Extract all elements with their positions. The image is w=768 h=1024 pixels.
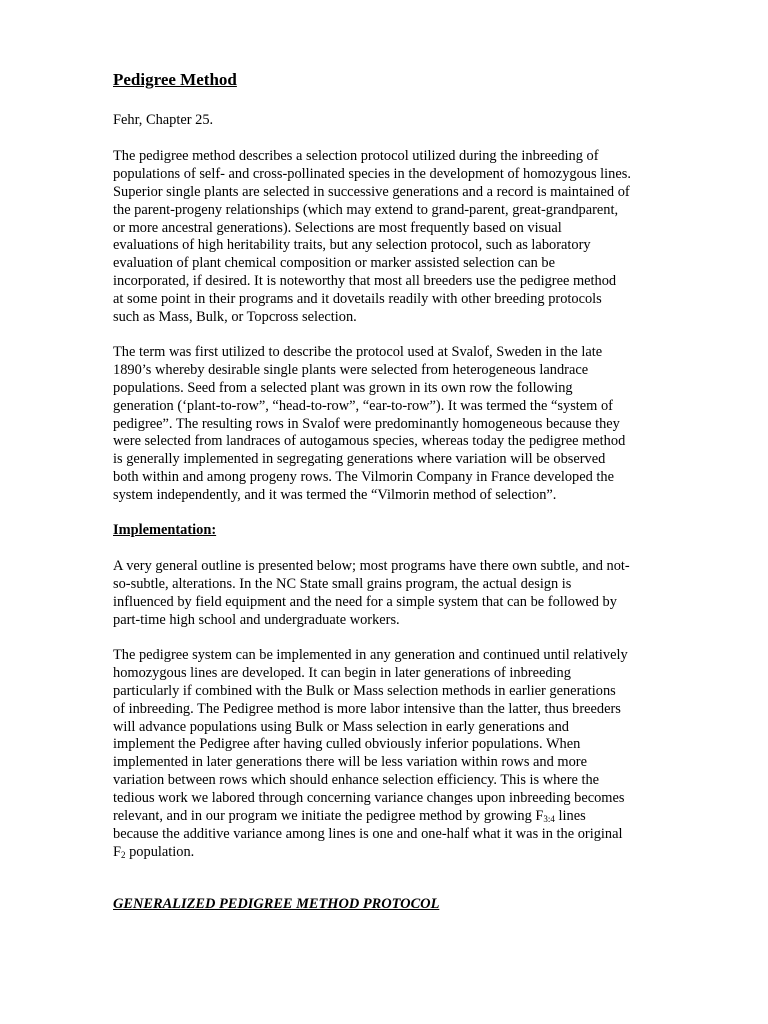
paragraph-line: 1890’s whereby desirable single plants were selected from heterogeneous landrace xyxy=(113,361,589,378)
paragraph-line: homozygous lines are developed. It can begin in later generations of inbreeding xyxy=(113,664,571,681)
paragraph-line-with-subscript xyxy=(113,844,658,862)
line-text: relevant, and in our program we initiate the pedigree method by growing F xyxy=(113,808,544,825)
paragraph-line: particularly if combined with the Bulk or Mass selection methods in earlier generations xyxy=(113,682,616,699)
paragraph-line: The pedigree system can be implemented in any generation and continued until relatively xyxy=(113,647,628,663)
paragraph-line: variation between rows which should enhance selection efficiency. This is where the xyxy=(113,772,600,789)
paragraph-line: of inbreeding. The Pedigree method is more labor intensive than the latter, thus breeders xyxy=(113,700,621,717)
paragraph-line: because the additive variance among lines is one and one-half what it was in the original xyxy=(113,825,623,842)
paragraph-line: both within and among progeny rows. The Vilmorin Company in France developed the xyxy=(113,469,614,486)
generation-subscript: 2 xyxy=(121,849,126,860)
line-text: F xyxy=(113,843,122,860)
paragraph-line-with-subscript xyxy=(113,808,658,826)
implementation-heading: Implementation: xyxy=(113,522,217,538)
paragraph-line: evaluation of plant chemical composition or marker assisted selection can be xyxy=(113,255,555,272)
implementation-section-heading xyxy=(113,522,658,540)
paragraph-line: or more ancestral generations). Selections are most frequently based on visual xyxy=(113,219,562,236)
paragraph-line: influenced by field equipment and the need for a simple system that can be followed by xyxy=(113,593,617,610)
line-text: population. xyxy=(125,843,195,860)
paragraph-line: were selected from landraces of autogamous species, whereas today the pedigree method xyxy=(113,433,626,450)
paragraph-line: evaluations of high heritability traits, but any selection protocol, such as laboratory xyxy=(113,237,591,254)
paragraph-line: part-time high school and undergraduate workers. xyxy=(113,611,400,628)
paragraph-line: populations of self- and cross-pollinated species in the development of homozygous lines. xyxy=(113,165,631,182)
paragraph-line: The term was first utilized to describe the protocol used at Svalof, Sweden in the late xyxy=(113,344,603,360)
paragraph-line: generation (‘plant-to-row”, “head-to-row”, “ear-to-row”). It was termed the “system of xyxy=(113,397,613,414)
paragraph-line: at some point in their programs and it dovetails readily with other breeding protocols xyxy=(113,291,602,308)
paragraph-line: will advance populations using Bulk or Mass selection in early generations and xyxy=(113,718,570,735)
generation-subscript: 3:4 xyxy=(543,814,555,825)
paragraph-line: implemented in later generations there will be less variation within rows and more xyxy=(113,754,587,771)
paragraph-history xyxy=(113,344,658,505)
protocol-section-heading xyxy=(113,896,658,914)
protocol-heading: GENERALIZED PEDIGREE METHOD PROTOCOL xyxy=(113,896,440,912)
paragraph-line: The pedigree method describes a selection protocol utilized during the inbreeding of xyxy=(113,148,599,164)
paragraph-system xyxy=(113,647,658,862)
paragraph-line: implement the Pedigree after having culled obviously inferior populations. When xyxy=(113,736,581,753)
paragraph-intro xyxy=(113,148,658,327)
line-text: lines xyxy=(554,808,586,825)
paragraph-line: Superior single plants are selected in successive generations and a record is maintained of xyxy=(113,183,630,200)
paragraph-outline xyxy=(113,558,658,630)
paragraph-line: so-subtle, alterations. In the NC State small grains program, the actual design is xyxy=(113,575,572,592)
paragraph-line: A very general outline is presented below; most programs have there own subtle, and not- xyxy=(113,558,630,574)
paragraph-line: incorporated, if desired. It is noteworthy that most all breeders use the pedigree method xyxy=(113,273,617,290)
paragraph-line: such as Mass, Bulk, or Topcross selection. xyxy=(113,309,357,326)
document-title: Pedigree Method xyxy=(113,70,237,89)
paragraph-line: is generally implemented in segregating generations where variation will be observed xyxy=(113,451,606,468)
paragraph-line: tedious work we labored through concerning variance changes upon inbreeding becomes xyxy=(113,790,625,807)
paragraph-line: system independently, and it was termed the “Vilmorin method of selection”. xyxy=(113,487,557,504)
reference-line xyxy=(113,112,658,130)
paragraph-line: populations. Seed from a selected plant was grown in its own row the following xyxy=(113,379,573,396)
paragraph-line: pedigree”. The resulting rows in Svalof were predominantly homogeneous because they xyxy=(113,415,620,432)
paragraph-line: the parent-progeny relationships (which may extend to grand-parent, great-grandparent, xyxy=(113,201,619,218)
reference-text: Fehr, Chapter 25. xyxy=(113,112,214,128)
